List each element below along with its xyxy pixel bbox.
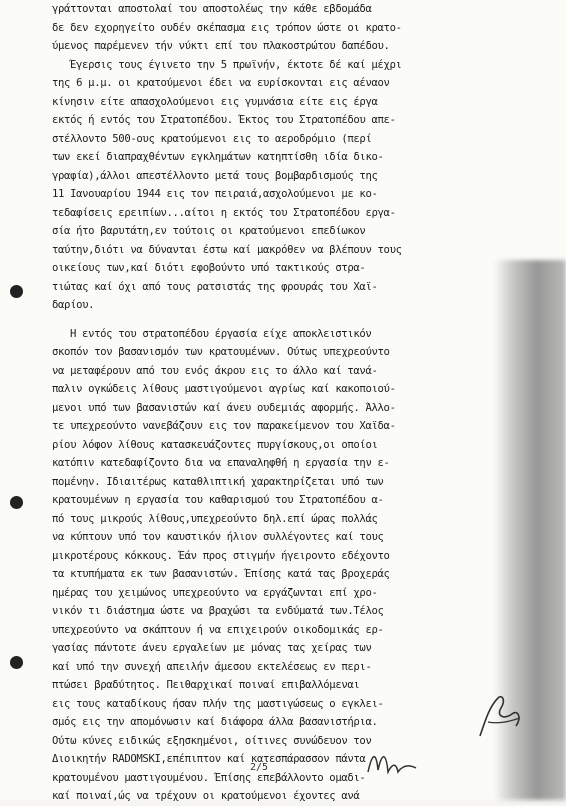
text-line: των εκεί διαπραχθέντων εγκλημάτων κατηπτίσθη ιδία δικο- bbox=[52, 151, 384, 163]
text-line: νικόν τι διάστημα ώστε να βραχώσι τα ενδύματά των.Τέλος bbox=[52, 605, 384, 617]
text-line: δαρίου. bbox=[52, 299, 95, 311]
text-line: σκοπόν τον βασανισμόν των κρατουμένων. Ούτως υπεχρεούντο bbox=[52, 346, 390, 358]
text-line: υπεχρεούντο να σκάπτουν ή να επιχειρούν οικοδομικάς ερ- bbox=[52, 623, 384, 636]
text-line: πό τους μικρούς λίθους,υπεχρεούντο δηλ.επί ώρας πολλάς bbox=[52, 512, 378, 525]
text-line: καί ποιναί,ώς να τρέχουν οι κρατούμενοι έχοντες ανά bbox=[52, 790, 360, 802]
text-line: ταύτην,διότι να δύνανται έστω καί μακρόθεν να βλέπουν τους bbox=[52, 243, 402, 256]
paragraph-1 bbox=[52, 0, 472, 56]
text-line: σμός εις την απομόνωσιν καί διάφορα άλλα βασανιστήρια. bbox=[52, 716, 378, 728]
text-line: τεδαφίσεις ερειπίων...αίτοι η εκτός του Στρατοπέδου εργα- bbox=[52, 206, 396, 219]
text-line: κρατουμένου μαστιγουμένου. Έπίσης επεβάλλοντο ομαδι- bbox=[52, 771, 366, 784]
text-line: γραφία),άλλοι απεστέλλοντο μετά τους βομβαρδισμούς της bbox=[52, 169, 378, 182]
punch-hole bbox=[10, 656, 23, 669]
text-line: ημέρας του χειμώνος υπεχρεούντο να εργάζωνται επί χρο- bbox=[52, 586, 378, 599]
text-line: κρατουμένων η εργασία του καθαρισμού του Στρατοπέδου α- bbox=[52, 494, 384, 506]
text-line: κατόπιν κατεδαφίζοντο δια να επαναληφθή η εργασία την ε- bbox=[52, 457, 390, 469]
scan-edge-shadow bbox=[494, 260, 566, 800]
text-line: καί υπό την συνεχή απειλήν άμεσου εκτελέσεως εν περι- bbox=[52, 660, 372, 673]
text-line: στέλλοντο 500-ους κρατούμενοι εις το αεροδρόμιο (περί bbox=[52, 132, 372, 145]
text-line: κίνησιν είτε απασχολούμενοι εις γυμνάσια είτε εις έργα bbox=[52, 95, 378, 108]
page-number: 2/5 bbox=[250, 762, 269, 773]
text-line: γασίας πάντοτε άνευ εργαλείων με μόνας τας χείρας των bbox=[52, 642, 372, 654]
text-line: Η εντός του στρατοπέδου έργασία είχε αποκλειστικόν bbox=[70, 327, 372, 340]
text-line: γράττονται αποστολαί του αποστολέως την κάθε εβδομάδα bbox=[52, 3, 372, 15]
text-line: εκτός ή εντός του Στρατοπέδου. Έκτος του Στρατοπέδου απε- bbox=[52, 114, 396, 126]
text-line: 11 Ιανουαρίου 1944 εις τον πειραιά,ασχολούμενοι με κο- bbox=[52, 188, 378, 200]
text-line: μικροτέρους κόκκους. Έάν προς στιγμήν ήγειροντο εδέχοντο bbox=[52, 549, 390, 562]
text-line: σία ήτο βαρυτάτη,εν τούτοις οι κρατούμενοι επεδίωκον bbox=[52, 225, 366, 237]
text-line: ρίου λόφον λίθους κατασκευάζοντες πυργίσκους,οι οποίοι bbox=[52, 438, 378, 451]
text-line: πτώσει βραδύτητος. Πειθαρχικαί ποιναί επιβαλλόμεναι bbox=[52, 679, 360, 691]
text-line: τιώτας καί όχι από τους ρατσιστάς της φρουράς του Χαϊ- bbox=[52, 280, 378, 293]
text-line: ύμενος παρέμενεν τήν νύκτι επί του πλακοστρώτου δαπέδου. bbox=[52, 40, 390, 52]
text-line: πομένην. Ιδιαιτέρως καταθλιπτική χαρακτηρίζεται υπό των bbox=[52, 475, 384, 488]
text-line: εις τους καταδίκους ήσαν πλήν της μαστιγώσεως ο εγκλει- bbox=[52, 697, 384, 710]
text-line: οικείους των,καί διότι εφοβούντο υπό τακτικούς στρα- bbox=[52, 262, 366, 274]
text-line: μενοι υπό των βασανιστών καί άνευ ουδεμιάς αφορμής. Άλλο- bbox=[52, 401, 396, 414]
text-line: τα κτυπήματα εκ των βασανιστών. Έπίσης κατά τας βροχεράς bbox=[52, 568, 390, 580]
punch-hole bbox=[10, 285, 23, 298]
punch-hole bbox=[10, 496, 23, 509]
text-line: παλιν ογκώδεις λίθους μαστιγούμενοι αγρίως καί κακοποιού- bbox=[52, 383, 396, 395]
text-line: να μεταφέρουν από του ενός άκρου εις το άλλο καί τανά- bbox=[52, 364, 378, 377]
text-line: Έγερσις τους έγινετο την 5 πρωϊνήν, έκτοτε δέ καί μέχρι bbox=[70, 58, 402, 71]
text-line: δε δεν εχορηγείτο ουδέν σκέπασμα εις τρόπον ώστε οι κρατο- bbox=[52, 21, 402, 34]
typewritten-text bbox=[52, 0, 472, 806]
text-line: Ούτω κύνες ειδικώς εξησκημένοι, οίτινες συνώδευον τον bbox=[52, 734, 372, 747]
paragraph-3 bbox=[52, 325, 472, 806]
text-line: Διοικητήν RADOMSKI,επέπιπτον καί κατεσπάρασσον πάντα bbox=[52, 753, 366, 765]
text-line: τε υπεχρεούντο νανεβάζουν εις τον παρακείμενον του Χαϊδα- bbox=[52, 420, 396, 432]
text-line: να κύπτουν υπό τον καυστικόν ήλιον συλλέγοντες καί τους bbox=[52, 531, 384, 543]
text-line: της 6 μ.μ. οι κρατούμενοι έδει να ευρίσκονται εις αέναον bbox=[52, 77, 390, 89]
paragraph-2 bbox=[52, 56, 472, 315]
